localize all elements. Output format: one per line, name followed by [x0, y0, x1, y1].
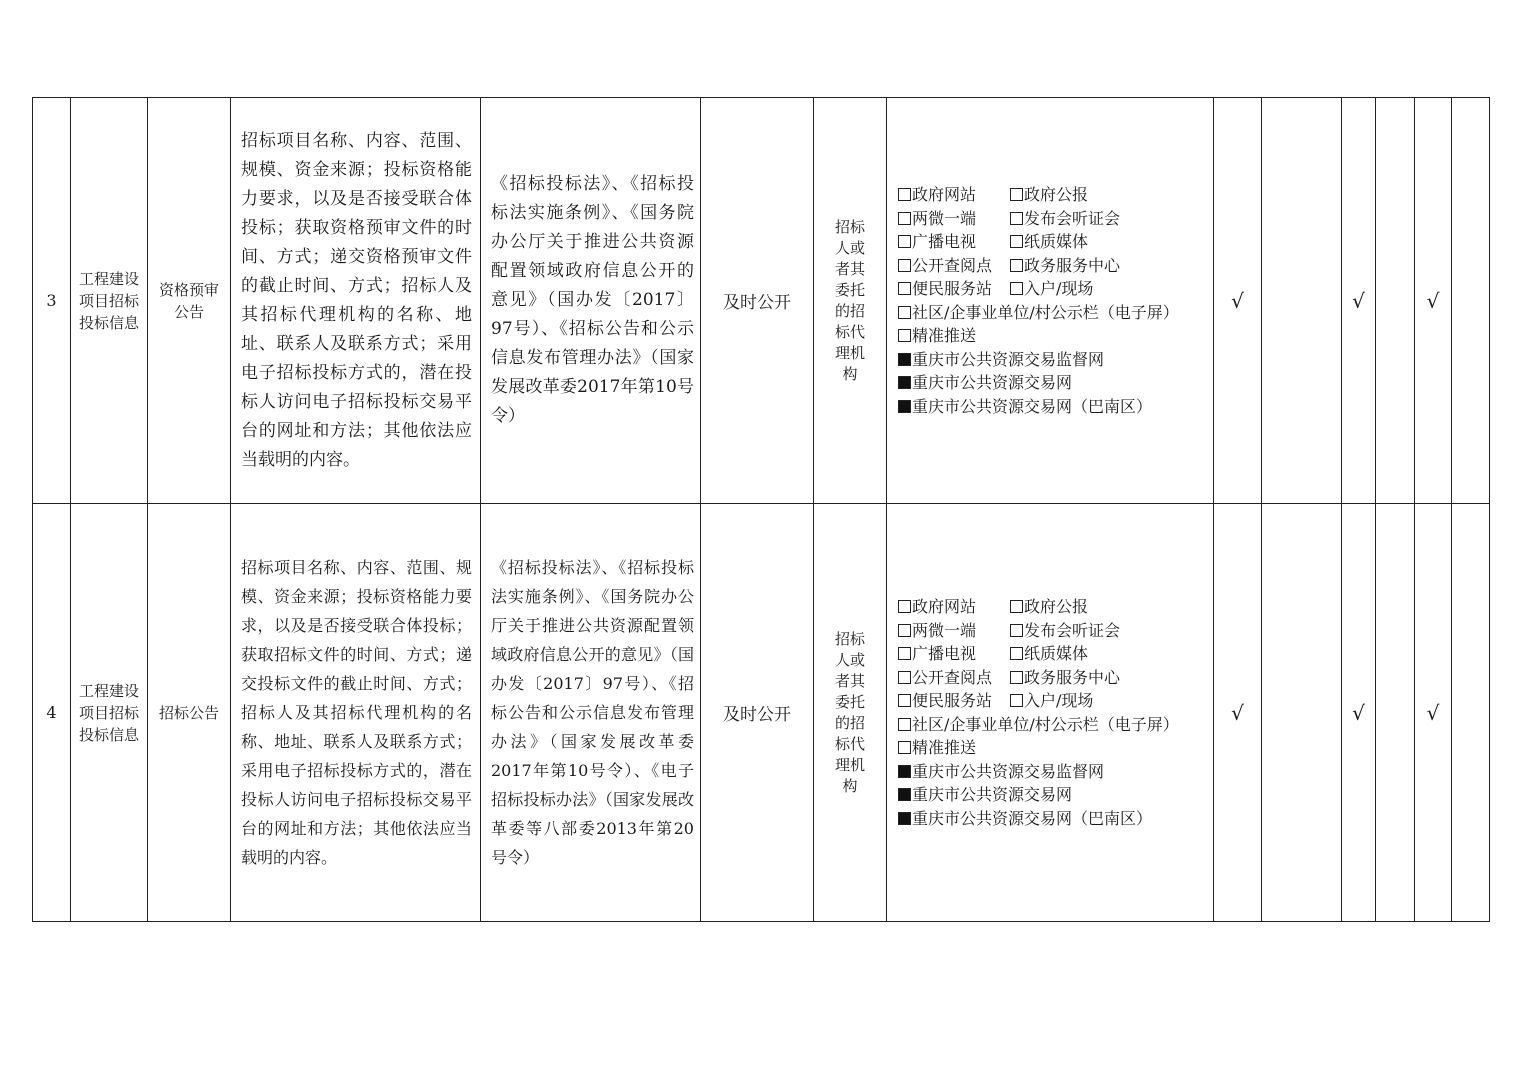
channel-label: 精准推送 — [912, 326, 977, 345]
checkbox-filled-icon — [898, 353, 911, 366]
checkbox-filled-icon — [898, 788, 911, 801]
checkbox-empty-icon — [1010, 600, 1023, 613]
channel-line — [898, 689, 1207, 713]
channel-label: 公开查阅点 — [912, 667, 993, 687]
channel-label: 纸质媒体 — [1024, 644, 1089, 663]
channels-cell — [887, 504, 1214, 922]
channel-line — [898, 371, 1207, 395]
channel-line — [898, 301, 1207, 325]
check-mark: √ — [1214, 98, 1262, 504]
channel-label: 政府网站 — [912, 597, 977, 616]
channel-line — [898, 760, 1207, 784]
channel-label: 重庆市公共资源交易网 — [912, 373, 1073, 392]
basis-cell: 《招标投标法》、《招标投标法实施条例》、《国务院办公厅关于推进公共资源配置领域政府信息公开的意见》（国办发〔2017〕97号）、《招标公告和公示信息发布管理办法》（国家发展改革委2017年第10号令）、《电子招标投标办法》（国家发展改革委等八部委2013年第20号令） — [481, 504, 701, 922]
checkbox-empty-icon — [898, 600, 911, 613]
channel-label: 政府网站 — [912, 185, 977, 204]
channel-line — [898, 324, 1207, 348]
channel-label: 重庆市公共资源交易监督网 — [912, 349, 1105, 369]
channel-label: 政府公报 — [1024, 597, 1089, 616]
checkbox-empty-icon — [898, 647, 911, 660]
channel-label: 便民服务站 — [912, 691, 993, 710]
checkbox-empty-icon — [898, 694, 911, 707]
check-mark — [1376, 504, 1415, 922]
channel-line — [898, 348, 1207, 372]
check-mark — [1262, 98, 1342, 504]
check-mark — [1452, 504, 1490, 922]
time-cell: 及时公开 — [701, 98, 814, 504]
checkbox-empty-icon — [1010, 647, 1023, 660]
check-mark: √ — [1342, 98, 1376, 504]
checkbox-empty-icon — [1010, 282, 1023, 295]
checkbox-empty-icon — [898, 624, 911, 637]
checkbox-empty-icon — [1010, 694, 1023, 707]
checkbox-empty-icon — [1010, 671, 1023, 684]
check-mark: √ — [1415, 504, 1452, 922]
channel-line — [898, 783, 1207, 807]
channel-line — [898, 277, 1207, 301]
checkbox-filled-icon — [898, 376, 911, 389]
channel-label: 精准推送 — [912, 738, 977, 757]
checkbox-empty-icon — [898, 718, 911, 731]
check-mark — [1262, 504, 1342, 922]
table-row — [33, 98, 1490, 504]
channels-cell — [887, 98, 1214, 504]
channel-line — [898, 642, 1207, 666]
channel-line — [898, 666, 1207, 690]
channel-label: 便民服务站 — [912, 279, 993, 298]
channel-label: 发布会听证会 — [1024, 620, 1121, 640]
basis-cell: 《招标投标法》、《招标投标法实施条例》、《国务院办公厅关于推进公共资源配置领域政府信息公开的意见》（国办发〔2017〕97号）、《招标公告和公示信息发布管理办法》（国家发展改革委2017年第10号令） — [481, 98, 701, 504]
channel-label: 政务服务中心 — [1024, 667, 1121, 687]
content-cell: 招标项目名称、内容、范围、规模、资金来源；投标资格能力要求，以及是否接受联合体投标；获取招标文件的时间、方式；递交投标文件的截止时间、方式；招标人及其招标代理机构的名称、地址、联系人及联系方式；采用电子招标投标方式的，潜在投标人访问电子招标投标交易平台的网址和方法；其他依法应当载明的内容。 — [231, 504, 481, 922]
checkbox-filled-icon — [898, 400, 911, 413]
channel-label: 重庆市公共资源交易网 — [912, 785, 1073, 804]
subject-cell: 招标人或者其委托的招标代理机构 — [814, 504, 887, 922]
time-cell: 及时公开 — [701, 504, 814, 922]
checkbox-empty-icon — [898, 212, 911, 225]
channel-line — [898, 619, 1207, 643]
channel-label: 两微一端 — [912, 620, 977, 640]
channel-line — [898, 207, 1207, 231]
channel-label: 广播电视 — [912, 232, 977, 251]
channel-label: 广播电视 — [912, 644, 977, 663]
channel-line — [898, 595, 1207, 619]
channel-line — [898, 713, 1207, 737]
checkbox-empty-icon — [898, 282, 911, 295]
channel-label: 发布会听证会 — [1024, 208, 1121, 228]
channel-label: 社区/企事业单位/村公示栏（电子屏） — [912, 714, 1179, 734]
channel-line — [898, 807, 1207, 831]
checkbox-filled-icon — [898, 812, 911, 825]
item-cell: 资格预审公告 — [148, 98, 231, 504]
channel-line — [898, 736, 1207, 760]
check-mark: √ — [1214, 504, 1262, 922]
check-mark — [1376, 98, 1415, 504]
table-row — [33, 504, 1490, 922]
channel-line — [898, 254, 1207, 278]
row-number: 3 — [33, 98, 71, 504]
checkbox-empty-icon — [898, 306, 911, 319]
check-mark: √ — [1415, 98, 1452, 504]
checkbox-filled-icon — [898, 765, 911, 778]
channel-label: 入户/现场 — [1024, 279, 1094, 298]
checkbox-empty-icon — [1010, 188, 1023, 201]
channel-label: 政府公报 — [1024, 185, 1089, 204]
channel-label: 政务服务中心 — [1024, 255, 1121, 275]
channel-line — [898, 230, 1207, 254]
channel-line — [898, 395, 1207, 419]
channel-label: 纸质媒体 — [1024, 232, 1089, 251]
item-cell: 招标公告 — [148, 504, 231, 922]
channel-label: 重庆市公共资源交易网（巴南区） — [912, 808, 1153, 828]
disclosure-table — [32, 97, 1490, 922]
channel-label: 入户/现场 — [1024, 691, 1094, 710]
channel-label: 重庆市公共资源交易监督网 — [912, 761, 1105, 781]
subject-cell: 招标人或者其委托的招标代理机构 — [814, 98, 887, 504]
check-mark: √ — [1342, 504, 1376, 922]
checkbox-empty-icon — [898, 259, 911, 272]
checkbox-empty-icon — [1010, 259, 1023, 272]
channel-label: 公开查阅点 — [912, 255, 993, 275]
checkbox-empty-icon — [898, 741, 911, 754]
content-cell: 招标项目名称、内容、范围、规模、资金来源；投标资格能力要求，以及是否接受联合体投标；获取资格预审文件的时间、方式；递交资格预审文件的截止时间、方式；招标人及其招标代理机构的名称、地址、联系人及联系方式；采用电子招标投标方式的，潜在投标人访问电子招标投标交易平台的网址和方法；其他依法应当载明的内容。 — [231, 98, 481, 504]
check-mark — [1452, 98, 1490, 504]
channel-line — [898, 183, 1207, 207]
checkbox-empty-icon — [898, 329, 911, 342]
channel-label: 两微一端 — [912, 208, 977, 228]
checkbox-empty-icon — [898, 671, 911, 684]
checkbox-empty-icon — [1010, 624, 1023, 637]
checkbox-empty-icon — [898, 188, 911, 201]
checkbox-empty-icon — [1010, 235, 1023, 248]
checkbox-empty-icon — [1010, 212, 1023, 225]
category-cell: 工程建设项目招标投标信息 — [71, 98, 148, 504]
row-number: 4 — [33, 504, 71, 922]
checkbox-empty-icon — [898, 235, 911, 248]
channel-label: 重庆市公共资源交易网（巴南区） — [912, 396, 1153, 416]
channel-label: 社区/企事业单位/村公示栏（电子屏） — [912, 302, 1179, 322]
category-cell: 工程建设项目招标投标信息 — [71, 504, 148, 922]
